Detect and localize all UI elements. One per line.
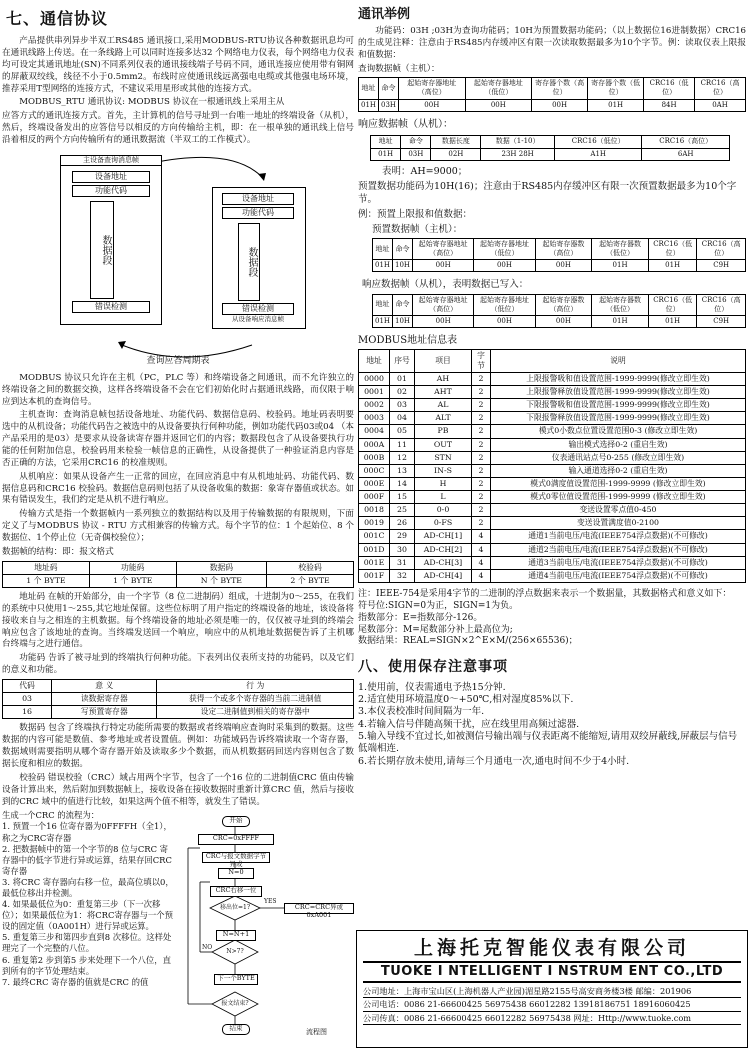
addr-cell: 2: [472, 451, 491, 464]
addr-cell: 模式0小数点位置设置范围0-3 (修改立即生效): [491, 425, 746, 438]
host-cell-data: 数据段: [90, 201, 114, 299]
addr-row: [359, 569, 746, 582]
addr-row: [359, 425, 746, 438]
address-table: [358, 349, 746, 583]
function-cell: 写预置寄存器: [52, 706, 157, 719]
comm-intro: 功能码：03H ;03H为查询功能码；10H为预置数据功能码；（以上数据位16进制数据）CRC16的生成见注释：注意由于RS485内存缓冲区有限一次读取数据最多为10个字节。例：读取仪表上限报和值数据：: [358, 25, 746, 60]
frame-value-cell: 1 个 BYTE: [3, 574, 90, 587]
flow-start: 开始: [222, 816, 250, 827]
addr-cell: 上限报警吸和值设置范围-1999-9999(修改立即生效): [491, 372, 746, 385]
flow-init: CRC=0xFFFF: [198, 834, 274, 845]
preset-header-cell: CRC16（低位）: [648, 239, 697, 260]
resp-value-cell: A1H: [554, 148, 641, 160]
addr-cell: 通道4当前电压/电流(IEEE754浮点数据)(不可修改): [491, 569, 746, 582]
function-cell: 读数据寄存器: [52, 693, 157, 706]
addr-cell: PB: [415, 425, 472, 438]
query-header-cell: 起始寄存器地址（低位）: [465, 78, 532, 99]
addr-cell: 0000: [359, 372, 390, 385]
flow-shift: CRC右移一位: [210, 886, 262, 897]
function-cell: 16: [3, 706, 52, 719]
addr-cell: 模式0满度值设置范围-1999-9999 (修改立即生效): [491, 477, 746, 490]
section8-item: 5.输入导线不宜过长,如被测信号输出端与仪表距离不能缩短,请用双绞屏蔽线,屏蔽层与信号低端相连.: [358, 730, 738, 755]
addr-row: [359, 399, 746, 412]
preset-resp-value-row: [373, 315, 746, 327]
flow-question2: N>7?: [226, 948, 244, 956]
company-name-cn: 上海托克智能仪表有限公司: [413, 937, 690, 959]
preset-resp-header-cell: 命令: [393, 294, 413, 315]
crc-step: 4. 如果最低位为0：重复第三步（下一次移位）；如果最低位为1：将CRC寄存器与一个预设的固定值（0A001H）进行异或运算。: [2, 899, 174, 932]
flow-question: 移出位=1?: [219, 904, 251, 912]
crc-title: 生成一个CRC 的流程为：: [2, 810, 100, 821]
diagram-caption: 查询应答周期表: [146, 355, 210, 366]
addr-cell: AH: [415, 372, 472, 385]
addr-cell: 02: [390, 386, 415, 399]
addr-cell: 001D: [359, 543, 390, 556]
query-header-cell: 寄存器个数（低位）: [588, 78, 644, 99]
addr-title: MODBUS地址信息表: [358, 334, 458, 346]
addr-row: [359, 438, 746, 451]
addr-header-cell: 地址: [359, 349, 390, 372]
addr-header-row: [359, 349, 746, 372]
ieee-note: 注：IEEE-754是采用4字节的二进制的浮点数据来表示一个数据量，其数据格式和意义如下：: [358, 588, 732, 599]
preset-header-cell: 命令: [393, 239, 413, 260]
addr-cell: 0019: [359, 517, 390, 530]
preset-header-cell: 地址: [373, 239, 393, 260]
addr-cell: 001F: [359, 569, 390, 582]
query-title: 查询数据帧（主机）：: [358, 63, 440, 74]
paragraph-7: 功能码 告诉了被寻址到的终端执行何种功能。下表列出仪表所支持的功能码，以及它们的意义和功能。: [2, 653, 354, 676]
section8-item: 6.若长期存放未使用,请每三个月通电一次,通电时间不少于4小时.: [358, 755, 630, 767]
addr-cell: 000F: [359, 491, 390, 504]
addr-row: [359, 386, 746, 399]
addr-cell: 11: [390, 438, 415, 451]
addr-cell: AHT: [415, 386, 472, 399]
addr-cell: 0002: [359, 399, 390, 412]
preset-resp-value-cell: 00H: [535, 315, 592, 327]
addr-cell: 2: [472, 399, 491, 412]
addr-cell: 15: [390, 491, 415, 504]
function-header-row: [3, 679, 354, 692]
company-info: [357, 983, 747, 1025]
preset-header-cell: 起始寄存器地址（高位）: [413, 239, 474, 260]
preset-header-cell: 起始寄存器地址（低位）: [474, 239, 535, 260]
addr-cell: 2: [472, 464, 491, 477]
query-value-cell: 01H: [588, 99, 644, 111]
addr-cell: 2: [472, 425, 491, 438]
modbus-text: 应答方式的通讯连接方式。首先，主计算机的信号寻址到一台唯一地址的终端设备（从机），然后，终端设备发出的应答信号以相反的方向传输给主机，即：在一根单独的通讯线上信号沿着相反的两个方向传输所有的通讯数据流（半双工的工作模式）。: [2, 111, 354, 145]
resp-table: [370, 135, 730, 160]
preset-value-row: [373, 260, 746, 272]
ieee-note: 指数部分：E=指数部分-126。: [358, 612, 483, 623]
function-row: [3, 706, 354, 719]
function-cell: 获得一个或多个寄存器的当前二进制值: [157, 693, 354, 706]
preset-resp-title: 响应数据帧（从机），表明数据已写入：: [362, 279, 529, 291]
addr-cell: 0001: [359, 386, 390, 399]
preset-title: 预置数据帧（主机）：: [372, 224, 463, 236]
addr-cell: 25: [390, 504, 415, 517]
slave-cell-address: 设备地址: [222, 193, 294, 205]
function-row: [3, 693, 354, 706]
preset-resp-value-cell: 01H: [373, 315, 393, 327]
addr-cell: 输入通道选择0-2 (重启生效): [491, 464, 746, 477]
addr-cell: 通道2当前电压/电流(IEEE754浮点数据)(不可修改): [491, 543, 746, 556]
frame-header-cell: 功能码: [89, 561, 176, 574]
resp-value-cell: 6AH: [642, 148, 730, 160]
addr-cell: 变送设置零点值0-450: [491, 504, 746, 517]
addr-cell: 01: [390, 372, 415, 385]
addr-cell: 模式0零位值设置范围-1999-9999 (修改立即生效): [491, 491, 746, 504]
addr-cell: 2: [472, 372, 491, 385]
crc-step: 6. 重复第2 步到第5 步来处理下一个八位，直到所有的字节处理结束。: [2, 954, 172, 976]
query-value-cell: 00H: [399, 99, 466, 111]
query-value-cell: 84H: [644, 99, 695, 111]
flow-question3: 报文结束?: [221, 1000, 249, 1008]
addr-cell: 04: [390, 412, 415, 425]
crc-steps: [2, 810, 174, 988]
query-response-diagram: [2, 149, 354, 371]
preset-resp-header-cell: 起始寄存器地址（低位）: [474, 294, 535, 315]
resp-header-cell: 数据（1-10）: [481, 136, 555, 148]
crc-step: 5. 重复第三步和第四步直到8 次移位。这样处理完了一个完整的八位。: [2, 932, 172, 954]
addr-cell: 0003: [359, 412, 390, 425]
frame-header-row: [3, 561, 354, 574]
addr-row: [359, 543, 746, 556]
addr-header-cell: 项目: [415, 349, 472, 372]
section8-item: 2.适宜使用环境温度0～+50℃,相对湿度85%以下.: [358, 693, 574, 705]
addr-cell: OUT: [415, 438, 472, 451]
query-header-cell: 寄存器个数（高位）: [532, 78, 588, 99]
addr-row: [359, 464, 746, 477]
paragraph-2: MODBUS 协议只允许在主机（PC，PLC 等）和终端设备之间通讯，而不允许独立的终端设备之间的数据交换，这样各终端设备不会在它们初始化时占据通讯线路，而仅限于响应到达本机的查询信号。: [2, 372, 354, 407]
preset-resp-value-cell: 00H: [413, 315, 474, 327]
resp-value-row: [371, 148, 730, 160]
function-cell: 03: [3, 693, 52, 706]
host-cell-function: 功能代码: [72, 185, 150, 197]
addr-cell: 001C: [359, 530, 390, 543]
addr-row: [359, 556, 746, 569]
flow-no-label: NO: [202, 944, 213, 952]
addr-cell: 4: [472, 569, 491, 582]
addr-row: [359, 491, 746, 504]
preset-resp-value-cell: 10H: [393, 315, 413, 327]
paragraph-5: 传输方式是指一个数据帧内一系列独立的数据结构以及用于传输数据的有限规则，下面定义了与MODBUS 协议 - RTU 方式相兼容的传输方式。每个字节的位：1 个起始位、8 个数据位、1个停止位（无奇偶校验位）；: [2, 509, 354, 543]
slave-cell-check: 错误检测: [222, 303, 294, 315]
frame-header-cell: 地址码: [3, 561, 90, 574]
paragraph-6: 地址码 在帧的开始部分，由一个字节（8 位二进制码）组成，十进制为0～255，在我们的系统中只使用1～255,其它地址保留。这些位标明了用户指定的终端设备的地址，该设备将接收来自与之相连的主机数据。每个终端设备的地址必须是唯一的，仅仅被寻址到的终端会响应包含了该地址的查询。当终端发送回一个响应，响应中的从机地址数据便告诉了主机哪台终端与之进行通信。: [2, 591, 354, 650]
addr-cell: AD-CH[1]: [415, 530, 472, 543]
addr-cell: 0018: [359, 504, 390, 517]
company-address: 公司地址：上海市宝山区(上海机器人产业园)湄星路2155号高安商务楼3楼 邮编：201906: [363, 985, 741, 998]
addr-cell: 2: [472, 412, 491, 425]
preset-intro: 预置数据功能码为10H(16)；注意由于RS485内存缓冲区有限一次预置数据最多为10个字节。: [358, 180, 737, 205]
addr-cell: 4: [472, 543, 491, 556]
resp-title: 响应数据帧（从机）：: [358, 118, 453, 130]
frame-value-cell: N 个 BYTE: [176, 574, 266, 587]
addr-cell: 变送设置满度值0-2100: [491, 517, 746, 530]
query-header-cell: 起始寄存器地址（高位）: [399, 78, 466, 99]
ieee-note: 尾数部分：M=尾数部分补上最高位为;: [358, 624, 513, 635]
flow-xor: CRC与报文数据字节异或: [202, 852, 270, 863]
preset-resp-header-cell: 起始寄存器数（高位）: [535, 294, 592, 315]
flow-caption: 流程图: [306, 1028, 327, 1037]
frame-title: 数据帧的结构：即：报文格式: [2, 546, 114, 557]
addr-cell: H: [415, 477, 472, 490]
query-value-cell: 00H: [465, 99, 532, 111]
addr-cell: 001E: [359, 556, 390, 569]
preset-resp-header-cell: CRC16（低位）: [648, 294, 697, 315]
preset-resp-header-cell: 起始寄存器地址（高位）: [413, 294, 474, 315]
modbus-title: MODBUS_RTU 通讯协议: MODBUS 协议在一根通讯线上采用主从: [19, 97, 285, 108]
addr-cell: L: [415, 491, 472, 504]
section8-item: 3.本仪表校准时间间隔为一年.: [358, 706, 485, 718]
section8-item: 4.若输入信号伴随高频干扰，应在线里用高频过滤器.: [358, 718, 580, 730]
addr-cell: 4: [472, 556, 491, 569]
addr-cell: 通道1当前电压/电流(IEEE754浮点数据)(不可修改): [491, 530, 746, 543]
addr-cell: 0-FS: [415, 517, 472, 530]
preset-value-cell: 01H: [373, 260, 393, 272]
addr-cell: ALT: [415, 412, 472, 425]
preset-table: [372, 238, 746, 272]
query-header-cell: CRC16（高位）: [695, 78, 746, 99]
host-frame-title: 主设备查询消息帧: [61, 156, 161, 167]
company-name-en: TUOKE I NTELLIGENT I NSTRUM ENT CO.,LTD: [363, 961, 741, 983]
addr-cell: 29: [390, 530, 415, 543]
host-cell-check: 错误检测: [72, 301, 150, 313]
query-header-cell: 命令: [379, 78, 399, 99]
crc-step: 7. 最终CRC 寄存器的值就是CRC 的值: [2, 976, 149, 987]
preset-header-cell: 起始寄存器数（低位）: [592, 239, 649, 260]
resp-header-row: [371, 136, 730, 148]
paragraph-4: 从机响应：如果从设备产生一正常的回应，在回应消息中有从机地址码、功能代码、数据信息码和CRC16 校验码。数据信息码则包括了从设备收集的数据：象寄存器值或状态。如果有错误发生，我们约定是从机不进行响应。: [2, 471, 354, 506]
function-cell: 设定二进制值到相关的寄存器中: [157, 706, 354, 719]
ieee-note: 符号位:SIGN=0为正，SIGN=1为负。: [358, 600, 519, 611]
preset-resp-value-cell: 00H: [474, 315, 535, 327]
addr-cell: 32: [390, 569, 415, 582]
preset-value-cell: 00H: [413, 260, 474, 272]
addr-cell: IN-S: [415, 464, 472, 477]
resp-value-cell: 01H: [371, 148, 401, 160]
query-value-cell: 01H: [359, 99, 379, 111]
preset-value-cell: 01H: [648, 260, 697, 272]
resp-header-cell: CRC16（低位）: [554, 136, 641, 148]
addr-cell: 输出模式选择0-2 (重启生效): [491, 438, 746, 451]
right-column: [358, 0, 746, 768]
preset-value-cell: 10H: [393, 260, 413, 272]
query-value-row: [359, 99, 746, 111]
preset-header-row: [373, 239, 746, 260]
flowchart-lines: [180, 812, 354, 1040]
addr-cell: AL: [415, 399, 472, 412]
addr-cell: 下限报警吸和值设置范围-1999-9999(修改立即生效): [491, 399, 746, 412]
resp-value-cell: 03H: [401, 148, 431, 160]
section8-item: 1.使用前，仪表需通电予热15分钟.: [358, 681, 506, 693]
addr-cell: 2: [472, 386, 491, 399]
addr-row: [359, 530, 746, 543]
flow-n1: N=N+1: [216, 930, 256, 941]
addr-cell: 000A: [359, 438, 390, 451]
resp-header-cell: 数据长度: [431, 136, 481, 148]
ieee-note: 数据结果：REAL=SIGN×2^E×M/(256×65536)；: [358, 636, 578, 647]
addr-cell: AD-CH[3]: [415, 556, 472, 569]
slave-cell-data: 数据段: [238, 223, 260, 301]
paragraph-9: 校验码 错误校验（CRC）域占用两个字节，包含了一个16 位的二进制值CRC 值由传输设备计算出来，然后附加到数据帧上，接收设备在接收数据时重新计算CRC 值，然后与接收到的CRC 域中的值进行比较，如果这两个值不相等，就发生了错误。: [2, 772, 354, 807]
frame-header-cell: 数据码: [176, 561, 266, 574]
preset-resp-header-cell: 起始寄存器数（低位）: [592, 294, 649, 315]
function-header-cell: 代码: [3, 679, 52, 692]
preset-resp-value-cell: C9H: [697, 315, 746, 327]
preset-resp-header-cell: 地址: [373, 294, 393, 315]
slave-cell-function: 功能代码: [222, 207, 294, 219]
addr-cell: 12: [390, 451, 415, 464]
addr-cell: 13: [390, 464, 415, 477]
addr-cell: 仪表通讯站点号0-255 (修改立即生效): [491, 451, 746, 464]
company-fax: 公司传真：0086 21-66600425 66012282 56975438 网址：Http://www.tuoke.com: [363, 1012, 741, 1025]
comm-title: 通讯举例: [358, 7, 411, 22]
addr-cell: STN: [415, 451, 472, 464]
preset-resp-value-cell: 01H: [648, 315, 697, 327]
flow-n0: N=0: [218, 868, 254, 879]
addr-row: [359, 477, 746, 490]
addr-cell: 31: [390, 556, 415, 569]
preset-value-cell: 00H: [535, 260, 592, 272]
addr-cell: 2: [472, 477, 491, 490]
crc-step: 1. 预置一个16 位寄存器为0FFFFH（全1），称之为CRC寄存器: [2, 821, 172, 843]
addr-cell: 14: [390, 477, 415, 490]
crc-flowchart: [180, 812, 354, 1040]
addr-cell: AD-CH[2]: [415, 543, 472, 556]
function-header-cell: 行 为: [157, 679, 354, 692]
frame-value-cell: 2 个 BYTE: [267, 574, 354, 587]
addr-row: [359, 412, 746, 425]
addr-row: [359, 504, 746, 517]
preset-resp-value-cell: 01H: [592, 315, 649, 327]
preset-value-cell: 00H: [474, 260, 535, 272]
resp-header-cell: CRC16（高位）: [642, 136, 730, 148]
addr-cell: 0004: [359, 425, 390, 438]
addr-cell: 通道3当前电压/电流(IEEE754浮点数据)(不可修改): [491, 556, 746, 569]
flow-end: 结束: [222, 1024, 250, 1035]
section7-title: 七、通信协议: [6, 9, 109, 28]
resp-value-cell: 23H 28H: [481, 148, 555, 160]
frame-header-cell: 校验码: [267, 561, 354, 574]
paragraph-3: 主机查询：查询消息帧包括设备地址、功能代码、数据信息码、校验码。地址码表明要选中的从机设备；功能代码告之被选中的从设备要执行何种功能，例如功能代码03或04 （本产品采用的是03）是要求从设备读寄存器并返回它们的内容；数据段包含了从设备要执行功能的任何附加信息，校验码用来检验一帧信息的正确性，从设备提供了一种验证消息内容是否正确的方法，它采用CRC16 的校准规则。: [2, 410, 354, 468]
company-box: [356, 930, 748, 1048]
frame-value-row: [3, 574, 354, 587]
addr-cell: AD-CH[4]: [415, 569, 472, 582]
addr-cell: 下限报警释放值设置范围-1999-9999(修改立即生效): [491, 412, 746, 425]
frame-value-cell: 1 个 BYTE: [89, 574, 176, 587]
preset-value-cell: 01H: [592, 260, 649, 272]
company-phone: 公司电话：0086 21-66600425 56975438 66012282 13918186751 18916060425: [363, 998, 741, 1011]
section8-list: [358, 682, 746, 768]
addr-cell: 30: [390, 543, 415, 556]
addr-cell: 4: [472, 530, 491, 543]
addr-cell: 03: [390, 399, 415, 412]
addr-cell: 上限报警释放值设置范围-1999-9999(修改立即生效): [491, 386, 746, 399]
crc-step: 2. 把数据帧中的第一个字节的8 位与CRC 寄存器中的低字节进行异或运算，结果存回CRC寄存器: [2, 843, 172, 876]
addr-row: [359, 517, 746, 530]
addr-row: [359, 372, 746, 385]
preset-resp-table: [372, 294, 746, 328]
addr-cell: 2: [472, 438, 491, 451]
resp-header-cell: 命令: [401, 136, 431, 148]
resp-header-cell: 地址: [371, 136, 401, 148]
addr-cell: 0-0: [415, 504, 472, 517]
section8-title: 八、使用保存注意事项: [358, 659, 508, 676]
resp-note: 表明：AH=9000；: [382, 165, 468, 177]
addr-cell: 2: [472, 517, 491, 530]
preset-resp-header-row: [373, 294, 746, 315]
intro-paragraph: 产品提供串列异步半双工RS485 通讯接口,采用MODBUS-RTU协议各种数据讯息均可在通讯线路上传送。在一条线路上可以同时连接多达32 个网络电力仪表，每个网络电力仪表均可设定其通讯地址(SN)不同系列仪表的通讯接线端子号码不同，通讯连接应使用带有铜网的屏蔽双绞线，线径不小于0.5mm2。布线时应使通讯线远离强电电缆或其他强电场环境，推荐采用T型网络的连接方式，不建议采用星形或其他的连接方式。: [2, 36, 354, 94]
host-cell-address: 设备地址: [72, 171, 150, 183]
query-value-cell: 0AH: [695, 99, 746, 111]
addr-cell: 000B: [359, 451, 390, 464]
preset-value-cell: C9H: [697, 260, 746, 272]
query-header-row: [359, 78, 746, 99]
addr-cell: 2: [472, 491, 491, 504]
query-value-cell: 00H: [532, 99, 588, 111]
query-header-cell: CRC16（低位）: [644, 78, 695, 99]
query-value-cell: 03H: [379, 99, 399, 111]
addr-header-cell: 字节: [472, 349, 491, 372]
slave-frame-title: 从设备响应消息帧: [232, 314, 284, 323]
addr-cell: 26: [390, 517, 415, 530]
resp-value-cell: 02H: [431, 148, 481, 160]
function-table: [2, 679, 354, 719]
flow-next: 下一个BYTE: [214, 974, 258, 985]
frame-table: [2, 561, 354, 588]
ieee-notes: [358, 589, 746, 648]
paragraph-8: 数据码 包含了终端执行特定功能所需要的数据或者终端响应查询时采集到的数据。这些数据的内容可能是数值、参考地址或者设置值。例如：功能域码告诉终端读取一个寄存器，数据域则需要指明从哪个寄存器开始及读取多少个数据，而从机数据码回送内容则包含了数据长度和相应的数据。: [2, 723, 354, 769]
addr-header-cell: 说明: [491, 349, 746, 372]
crc-step: 3. 将CRC 寄存器向右移一位，最高位填以0，最低位移出并检测。: [2, 876, 174, 899]
addr-row: [359, 451, 746, 464]
query-table: [358, 77, 746, 111]
flow-xor2: CRC=CRC异或0xA001: [284, 903, 354, 914]
addr-cell: 05: [390, 425, 415, 438]
function-header-cell: 意 义: [52, 679, 157, 692]
addr-cell: 000E: [359, 477, 390, 490]
query-header-cell: 地址: [359, 78, 379, 99]
left-column: [2, 0, 354, 1042]
addr-cell: 000C: [359, 464, 390, 477]
preset-header-cell: CRC16（高位）: [697, 239, 746, 260]
addr-cell: 2: [472, 504, 491, 517]
preset-resp-header-cell: CRC16（高位）: [697, 294, 746, 315]
addr-header-cell: 序号: [390, 349, 415, 372]
preset-example: 例：预置上限报和值数据：: [358, 208, 473, 220]
flow-yes-label: YES: [264, 898, 277, 906]
crc-section: [2, 810, 354, 1042]
preset-header-cell: 起始寄存器数（高位）: [535, 239, 592, 260]
